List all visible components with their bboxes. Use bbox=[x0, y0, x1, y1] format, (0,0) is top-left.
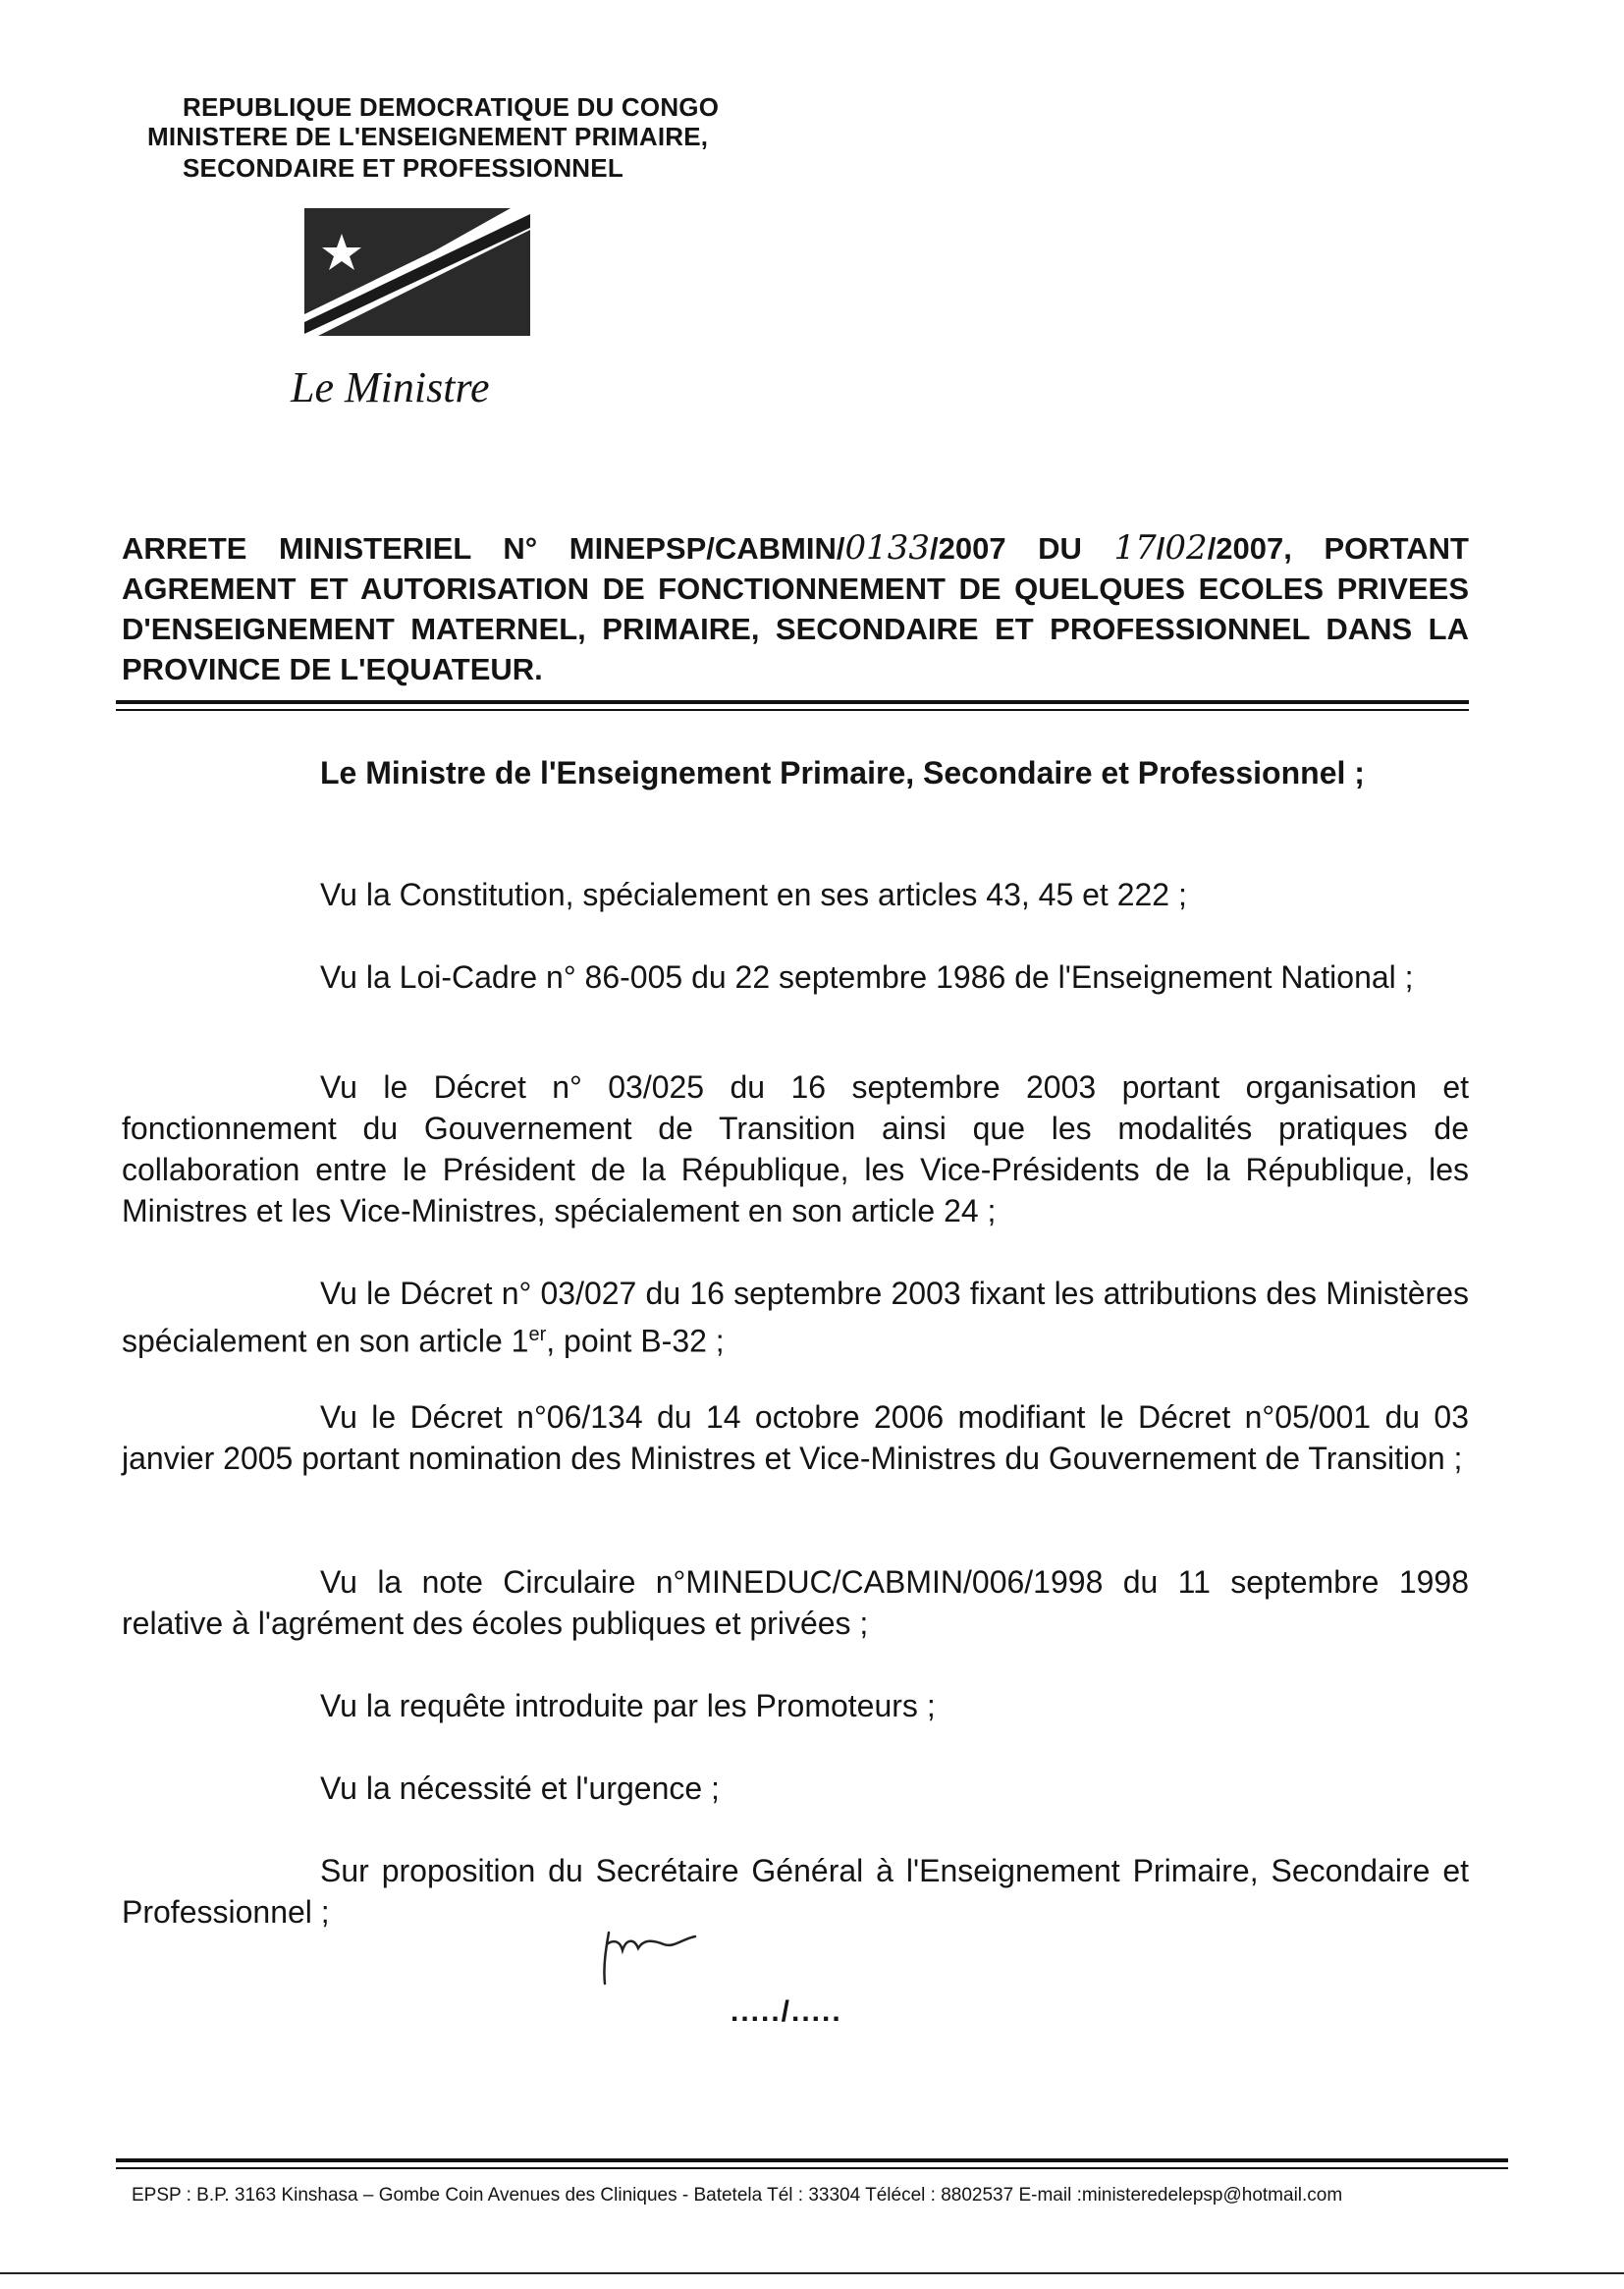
header-ministry-line2: SECONDAIRE ET PROFESSIONNEL bbox=[183, 153, 623, 183]
vu-loi-cadre-text: Vu la Loi-Cadre n° 86-005 du 22 septembre 1986 de l'Enseignement National ; bbox=[320, 959, 1414, 995]
vu-loi-cadre bbox=[122, 956, 1469, 998]
decree-prefix: ARRETE MINISTERIEL N° MINEPSP/CABMIN/ bbox=[122, 531, 845, 566]
decree-number-handwritten: 0133 bbox=[844, 528, 931, 568]
vu-decret-027-text: Vu le Décret n° 03/027 du 16 septembre 2003 fixant les attributions des Ministères spécialement en son article 1 bbox=[122, 1276, 1469, 1359]
decree-month-handwritten: 02 bbox=[1164, 528, 1208, 568]
footer-divider-thin bbox=[116, 2167, 1508, 2169]
opening-paragraph bbox=[122, 752, 1469, 793]
vu-decret-025 bbox=[122, 1066, 1469, 1231]
vu-constitution bbox=[122, 874, 1469, 915]
decree-date-year: /2007, bbox=[1207, 531, 1292, 566]
vu-decret-027 bbox=[122, 1273, 1469, 1362]
vu-decret-025-text: Vu le Décret n° 03/025 du 16 septembre 2003 portant organisation et fonctionnement du Gouvernement de Transition ainsi que les modalités pratiques de collaboration entre le Président de la République, les Vice-Présidents de la République, les Ministres et les Vice-Ministres, spécialement en son article 24 ; bbox=[122, 1069, 1469, 1228]
page-edge bbox=[0, 2272, 1624, 2274]
title-divider-thin bbox=[116, 709, 1469, 711]
vu-necessite bbox=[122, 1768, 1469, 1809]
decree-subject: PORTANT AGREMENT ET AUTORISATION DE FONCTIONNEMENT DE QUELQUES ECOLES PRIVEES D'ENSEIGNEMENT MATERNEL, PRIMAIRE, SECONDAIRE ET PROFESSIONNEL DANS LA PROVINCE DE L'EQUATEUR. bbox=[122, 531, 1469, 686]
vu-requete-text: Vu la requête introduite par les Promoteurs ; bbox=[320, 1688, 936, 1723]
decree-title: ARRETE MINISTERIEL N° MINEPSP/CABMIN/0133/2007 DU 17/02/2007, PORTANT AGREMENT ET AUTORISATION DE FONCTIONNEMENT DE QUELQUES ECOLES PRIVEES D'ENSEIGNEMENT MATERNEL, PRIMAIRE, SECONDAIRE ET PROFESSIONNEL DANS LA PROVINCE DE L'EQUATEUR. bbox=[122, 528, 1469, 686]
ordinal-superscript: er bbox=[528, 1324, 547, 1345]
vu-decret-134-text: Vu le Décret n°06/134 du 14 octobre 2006 modifiant le Décret n°05/001 du 03 janvier 2005 portant nomination des Ministres et Vice-Ministres du Gouvernement de Transition ; bbox=[122, 1399, 1469, 1476]
header-country: REPUBLIQUE DEMOCRATIQUE DU CONGO bbox=[183, 92, 720, 122]
vu-decret-027-point: , point B-32 ; bbox=[546, 1323, 725, 1359]
vu-decret-134 bbox=[122, 1396, 1469, 1479]
vu-circulaire bbox=[122, 1561, 1469, 1644]
continuation-mark: ...../..... bbox=[731, 1995, 842, 2028]
vu-requete bbox=[122, 1685, 1469, 1726]
handwritten-initials bbox=[585, 1925, 703, 1993]
drc-flag-emblem bbox=[304, 208, 530, 336]
footer-contact: EPSP : B.P. 3163 Kinshasa – Gombe Coin Avenues des Cliniques - Batetela Tél : 33304 Télécel : 8802537 E-mail :ministeredelepsp@hotmail.com bbox=[132, 2185, 1343, 2206]
footer-divider bbox=[116, 2158, 1508, 2162]
vu-circulaire-text: Vu la note Circulaire n°MINEDUC/CABMIN/006/1998 du 11 septembre 1998 relative à l'agrément des écoles publiques et privées ; bbox=[122, 1564, 1469, 1641]
decree-day-handwritten: 17 bbox=[1113, 528, 1157, 568]
sur-proposition-text: Sur proposition du Secrétaire Général à l'Enseignement Primaire, Secondaire et Professionnel ; bbox=[122, 1853, 1469, 1930]
decree-year: /2007 DU bbox=[930, 531, 1114, 566]
sur-proposition bbox=[122, 1850, 1469, 1933]
opening-text: Le Ministre de l'Enseignement Primaire, Secondaire et Professionnel ; bbox=[320, 755, 1365, 790]
vu-necessite-text: Vu la nécessité et l'urgence ; bbox=[320, 1771, 720, 1806]
header-ministry-line1: MINISTERE DE L'ENSEIGNEMENT PRIMAIRE, bbox=[147, 122, 709, 151]
title-divider bbox=[116, 700, 1469, 704]
minister-office-title: Le Ministre bbox=[291, 363, 490, 411]
vu-constitution-text: Vu la Constitution, spécialement en ses articles 43, 45 et 222 ; bbox=[320, 877, 1187, 912]
